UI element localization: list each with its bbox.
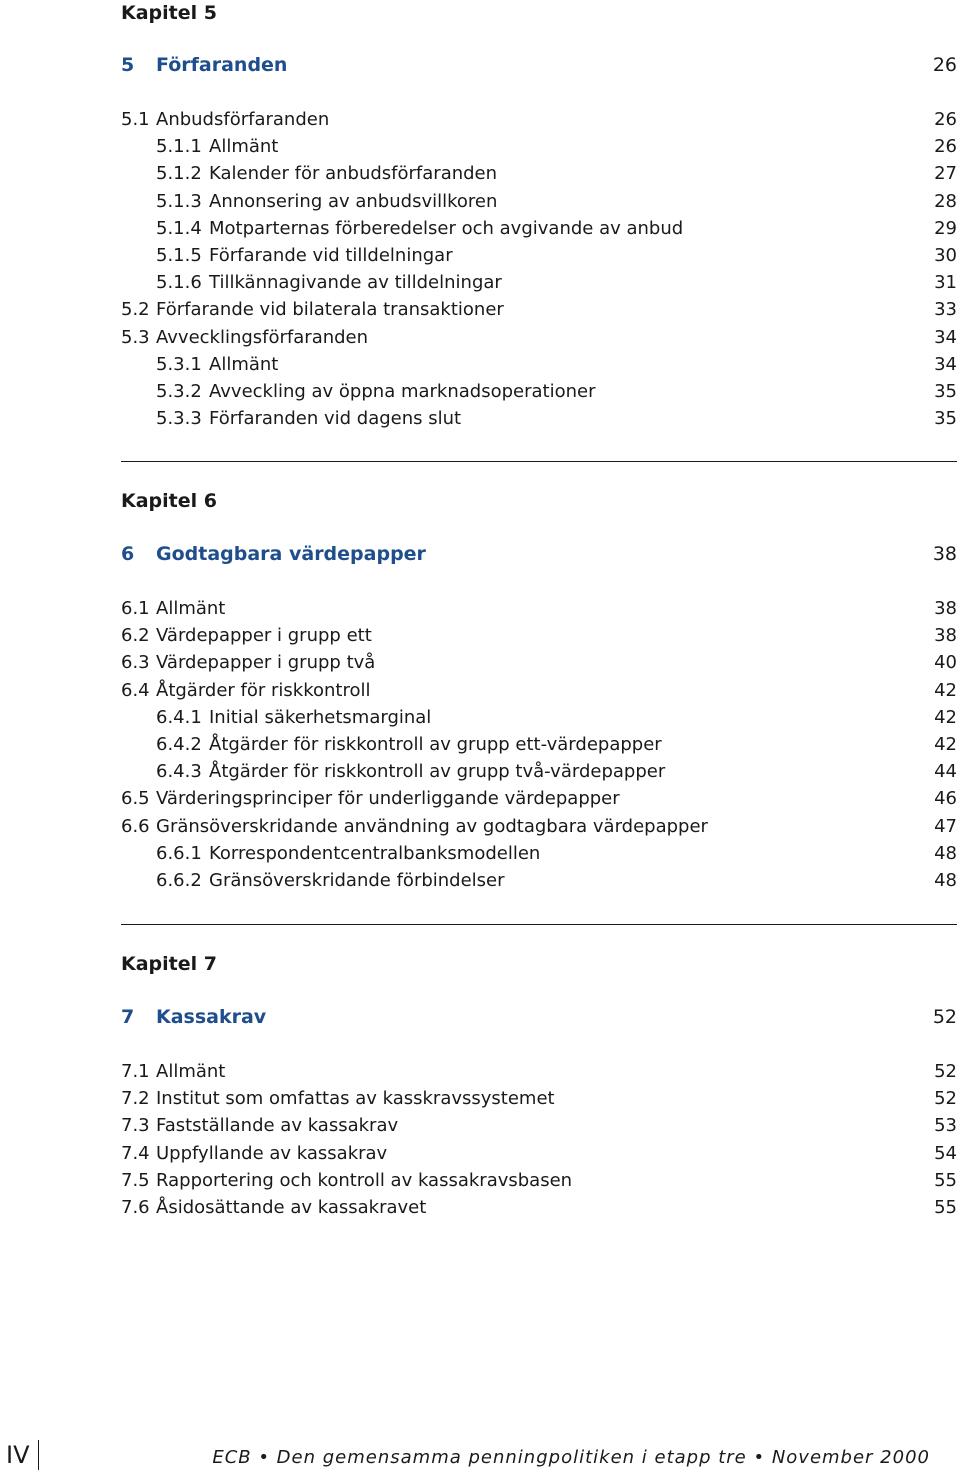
chapter-heading xyxy=(121,1004,957,1031)
entry-page: 55 xyxy=(934,1197,957,1218)
chapter-heading xyxy=(121,541,957,568)
entry-title: Åsidosättande av kassakravet xyxy=(156,1197,427,1218)
heading-number: 7 xyxy=(121,1006,135,1028)
toc-entry xyxy=(121,1085,957,1112)
heading-title: Kassakrav xyxy=(156,1006,267,1028)
entry-title: Initial säkerhetsmarginal xyxy=(209,706,432,728)
chapter-heading xyxy=(121,52,957,79)
section-divider xyxy=(121,461,957,462)
toc-entry xyxy=(121,622,957,649)
entry-title: Korrespondentcentralbanksmodellen xyxy=(209,842,541,864)
entry-page: 52 xyxy=(934,1088,957,1110)
entry-page: 48 xyxy=(934,842,957,864)
entry-title: Avveckling av öppna marknadsoperationer xyxy=(209,381,596,402)
toc-entry xyxy=(121,378,957,405)
toc-entry xyxy=(121,840,957,867)
entry-title: Rapportering och kontroll av kassakravsbasen xyxy=(156,1169,573,1191)
entry-page: 34 xyxy=(934,353,957,375)
entry-title: Gränsöverskridande användning av godtagbara värdepapper xyxy=(156,815,708,837)
entry-number: 7.3 xyxy=(121,1115,150,1137)
entry-number: 5.1.4 xyxy=(156,217,202,239)
entry-page: 53 xyxy=(934,1115,957,1137)
toc-entry xyxy=(121,405,957,432)
entry-title: Fastställande av kassakrav xyxy=(156,1115,399,1137)
entry-page: 35 xyxy=(934,408,957,430)
chapter-label: Kapitel 6 xyxy=(121,490,217,512)
entry-title: Värdepapper i grupp ett xyxy=(156,625,372,647)
entry-page: 46 xyxy=(934,788,957,810)
entry-page: 44 xyxy=(934,761,957,783)
entry-number: 5.1.6 xyxy=(156,272,202,294)
entry-number: 6.3 xyxy=(121,652,150,674)
toc-entry xyxy=(121,649,957,676)
entry-number: 6.6 xyxy=(121,815,150,837)
entry-title: Avvecklingsförfaranden xyxy=(156,326,369,348)
entry-title: Motparternas förberedelser och avgivande av anbud xyxy=(209,217,684,239)
toc-entry xyxy=(121,867,957,894)
entry-title: Uppfyllande av kassakrav xyxy=(156,1142,388,1164)
heading-title: Godtagbara värdepapper xyxy=(156,543,426,565)
entry-number: 6.5 xyxy=(121,788,150,810)
heading-number: 5 xyxy=(121,54,135,76)
entry-title: Åtgärder för riskkontroll av grupp två-värdepapper xyxy=(209,761,666,783)
entry-number: 7.4 xyxy=(121,1142,150,1164)
toc-entry xyxy=(121,1140,957,1167)
entry-title: Förfarande vid bilaterala transaktioner xyxy=(156,299,504,321)
entry-title: Värderingsprinciper för underliggande värdepapper xyxy=(156,788,620,810)
toc-entry xyxy=(121,215,957,242)
entry-title: Allmänt xyxy=(209,353,279,375)
entry-number: 7.6 xyxy=(121,1197,150,1218)
toc-entry xyxy=(121,242,957,269)
entry-number: 6.1 xyxy=(121,598,150,619)
toc-entry xyxy=(121,731,957,758)
entry-number: 6.2 xyxy=(121,625,150,647)
entry-number: 6.4.2 xyxy=(156,734,202,755)
entry-number: 6.4.3 xyxy=(156,761,202,783)
heading-number: 6 xyxy=(121,543,135,565)
toc-entry xyxy=(121,1058,957,1085)
entry-title: Allmänt xyxy=(209,136,279,158)
toc-entry xyxy=(121,160,957,187)
entry-number: 5.2 xyxy=(121,299,150,321)
entry-title: Åtgärder för riskkontroll xyxy=(156,679,371,701)
heading-page: 52 xyxy=(932,1006,957,1028)
chapter-label: Kapitel 5 xyxy=(121,2,217,24)
entry-page: 47 xyxy=(934,815,957,837)
entry-page: 33 xyxy=(934,299,957,321)
entry-number: 7.1 xyxy=(121,1061,150,1082)
page-number: IV xyxy=(6,1441,30,1469)
entry-page: 54 xyxy=(934,1142,957,1164)
heading-title: Förfaranden xyxy=(156,54,288,76)
entry-title: Förfaranden vid dagens slut xyxy=(209,408,462,430)
entry-number: 5.3 xyxy=(121,326,150,348)
entry-number: 5.1.1 xyxy=(156,136,202,158)
toc-entry xyxy=(121,269,957,296)
entry-number: 6.6.1 xyxy=(156,842,202,864)
entry-title: Värdepapper i grupp två xyxy=(156,652,376,674)
entry-page: 26 xyxy=(934,109,957,130)
toc-entry xyxy=(121,1167,957,1194)
toc-entry xyxy=(121,133,957,160)
toc-entry xyxy=(121,324,957,351)
entry-number: 6.4.1 xyxy=(156,706,202,728)
toc-entry xyxy=(121,351,957,378)
toc-entry xyxy=(121,106,957,133)
entry-title: Annonsering av anbudsvillkoren xyxy=(209,190,498,212)
toc-entry xyxy=(121,785,957,812)
entry-page: 27 xyxy=(934,163,957,185)
toc-entry xyxy=(121,1112,957,1139)
toc-entry xyxy=(121,758,957,785)
entry-page: 28 xyxy=(934,190,957,212)
section-divider xyxy=(121,924,957,925)
entry-number: 5.3.1 xyxy=(156,353,202,375)
toc-entry xyxy=(121,677,957,704)
entry-page: 42 xyxy=(934,706,957,728)
toc-entry xyxy=(121,296,957,323)
entry-number: 6.6.2 xyxy=(156,870,202,891)
entry-page: 29 xyxy=(934,217,957,239)
heading-page: 38 xyxy=(932,543,957,565)
entry-page: 40 xyxy=(934,652,957,674)
entry-number: 6.4 xyxy=(121,679,150,701)
entry-number: 5.1.3 xyxy=(156,190,202,212)
entry-title: Tillkännagivande av tilldelningar xyxy=(209,272,502,294)
entry-title: Anbudsförfaranden xyxy=(156,109,330,130)
footer-divider xyxy=(38,1440,39,1470)
entry-page: 48 xyxy=(934,870,957,891)
entry-title: Kalender för anbudsförfaranden xyxy=(209,163,498,185)
entry-number: 7.5 xyxy=(121,1169,150,1191)
entry-number: 7.2 xyxy=(121,1088,150,1110)
toc-entry xyxy=(121,188,957,215)
entry-page: 35 xyxy=(934,381,957,402)
entry-page: 42 xyxy=(934,734,957,755)
entry-page: 42 xyxy=(934,679,957,701)
toc-entry xyxy=(121,1194,957,1221)
entry-title: Allmänt xyxy=(156,1061,226,1082)
entry-page: 52 xyxy=(934,1061,957,1082)
entry-title: Åtgärder för riskkontroll av grupp ett-värdepapper xyxy=(209,734,662,755)
entry-number: 5.1.2 xyxy=(156,163,202,185)
entry-number: 5.3.2 xyxy=(156,381,202,402)
entry-page: 26 xyxy=(934,136,957,158)
entry-title: Gränsöverskridande förbindelser xyxy=(209,870,505,891)
entry-page: 38 xyxy=(934,625,957,647)
toc-entry xyxy=(121,595,957,622)
entry-page: 55 xyxy=(934,1169,957,1191)
entry-number: 5.1 xyxy=(121,109,150,130)
entry-page: 30 xyxy=(934,245,957,266)
footer-text: ECB • Den gemensamma penningpolitiken i etapp tre • November 2000 xyxy=(212,1447,930,1468)
entry-page: 31 xyxy=(934,272,957,294)
toc-entry xyxy=(121,813,957,840)
heading-page: 26 xyxy=(932,54,957,76)
entry-title: Institut som omfattas av kasskravssystemet xyxy=(156,1088,555,1110)
entry-title: Förfarande vid tilldelningar xyxy=(209,245,453,266)
entry-number: 5.3.3 xyxy=(156,408,202,430)
entry-title: Allmänt xyxy=(156,598,226,619)
entry-page: 34 xyxy=(934,326,957,348)
entry-page: 38 xyxy=(934,598,957,619)
entry-number: 5.1.5 xyxy=(156,245,202,266)
toc-entry xyxy=(121,704,957,731)
chapter-label: Kapitel 7 xyxy=(121,953,217,975)
